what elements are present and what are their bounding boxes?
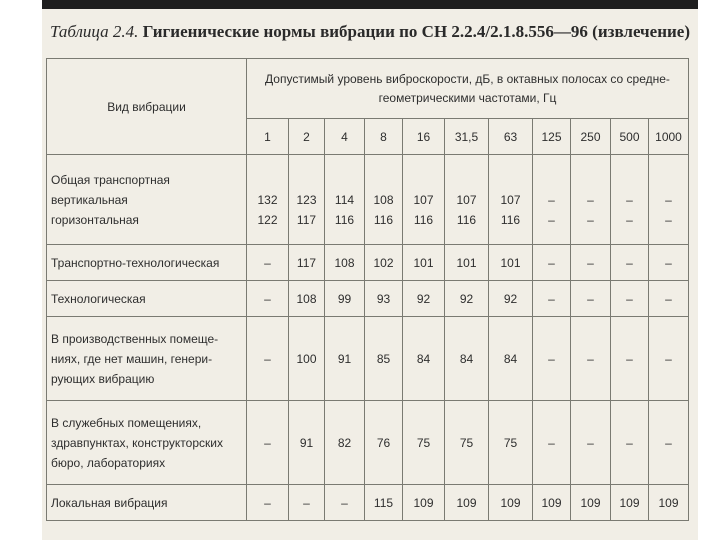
vertical-value: – <box>626 192 633 207</box>
value-cell: – <box>649 281 689 317</box>
vertical-value: – <box>665 192 672 207</box>
value-cell: 109 <box>611 485 649 521</box>
table-row <box>47 281 689 317</box>
frequency-header: 4 <box>325 119 365 155</box>
value-cell: – <box>289 485 325 521</box>
vertical-value: 108 <box>373 192 394 207</box>
horizontal-value: – <box>548 212 555 227</box>
value-cell: 101 <box>403 245 445 281</box>
value-cell: 84 <box>489 317 533 401</box>
value-cell: 109 <box>489 485 533 521</box>
row-label <box>47 485 247 521</box>
row-label-general-transport <box>47 155 247 245</box>
value-cell: – <box>325 485 365 521</box>
value-cell: – <box>649 401 689 485</box>
value-cell <box>489 155 533 245</box>
horizontal-value: 116 <box>373 212 394 227</box>
frequency-header: 63 <box>489 119 533 155</box>
value-cell: 93 <box>365 281 403 317</box>
value-cell: – <box>247 317 289 401</box>
value-cell: – <box>611 245 649 281</box>
value-cell: – <box>533 317 571 401</box>
vertical-value: – <box>587 192 594 207</box>
frequency-header: 16 <box>403 119 445 155</box>
value-cell: 109 <box>533 485 571 521</box>
value-cell: 109 <box>649 485 689 521</box>
header-vibration-type: Вид вибрации <box>47 59 247 155</box>
cell-spacer <box>535 170 568 190</box>
row-label-line: здравпунктах, конструкторских <box>51 435 223 450</box>
value-cell: 91 <box>289 401 325 485</box>
value-cell: – <box>611 281 649 317</box>
horizontal-value: 116 <box>334 212 355 227</box>
value-cell: – <box>533 281 571 317</box>
row-label-line: Транспортно-технологическая <box>51 255 220 270</box>
value-cell: 82 <box>325 401 365 485</box>
horizontal-value: 116 <box>456 212 477 227</box>
vertical-value: – <box>548 192 555 207</box>
value-cell: 99 <box>325 281 365 317</box>
value-cell: – <box>247 485 289 521</box>
value-cell: – <box>611 401 649 485</box>
cell-spacer <box>405 170 442 190</box>
cell-spacer <box>249 170 286 190</box>
horizontal-value: 116 <box>413 212 434 227</box>
value-cell <box>445 155 489 245</box>
vibration-norms-table <box>46 58 689 521</box>
general-transport-title: Общая транспортная <box>51 172 170 187</box>
frequency-header: 125 <box>533 119 571 155</box>
frequency-header: 1000 <box>649 119 689 155</box>
top-border-bar <box>42 0 698 9</box>
value-cell: 108 <box>289 281 325 317</box>
cell-spacer <box>651 170 686 190</box>
vertical-value: 114 <box>334 192 355 207</box>
value-cell: 101 <box>489 245 533 281</box>
row-label-line: В служебных помещениях, <box>51 415 202 430</box>
horizontal-value: – <box>587 212 594 227</box>
header-row <box>47 59 689 119</box>
general-vertical-label: вертикальная <box>51 192 128 207</box>
value-cell: 75 <box>489 401 533 485</box>
value-cell: – <box>247 281 289 317</box>
cell-spacer <box>447 170 486 190</box>
value-cell: 84 <box>403 317 445 401</box>
frequency-header: 500 <box>611 119 649 155</box>
table-row <box>47 485 689 521</box>
horizontal-value: – <box>626 212 633 227</box>
row-label <box>47 281 247 317</box>
vertical-value: 107 <box>500 192 521 207</box>
vertical-value: 123 <box>296 192 317 207</box>
value-cell: 109 <box>571 485 611 521</box>
value-cell: 109 <box>445 485 489 521</box>
value-cell <box>611 155 649 245</box>
table-row <box>47 245 689 281</box>
table-row <box>47 401 689 485</box>
value-cell: – <box>571 401 611 485</box>
value-cell: 91 <box>325 317 365 401</box>
value-cell: – <box>649 317 689 401</box>
value-cell: 92 <box>489 281 533 317</box>
caption-label: Таблица 2.4. <box>50 22 139 41</box>
row-label <box>47 245 247 281</box>
row-label-line: В производственных помеще- <box>51 331 219 346</box>
cell-spacer <box>491 170 530 190</box>
row-label-line: бюро, лабораториях <box>51 455 166 470</box>
value-cell: – <box>649 245 689 281</box>
vertical-value: 132 <box>257 192 278 207</box>
cell-spacer <box>327 170 362 190</box>
value-cell: 92 <box>445 281 489 317</box>
value-cell: 108 <box>325 245 365 281</box>
row-label-line: Технологическая <box>51 291 146 306</box>
value-cell <box>533 155 571 245</box>
horizontal-value: – <box>665 212 672 227</box>
value-cell: – <box>571 317 611 401</box>
value-cell <box>571 155 611 245</box>
horizontal-value: 117 <box>296 212 317 227</box>
value-cell <box>649 155 689 245</box>
table-caption <box>50 22 690 42</box>
value-cell: 102 <box>365 245 403 281</box>
cell-spacer <box>367 170 400 190</box>
value-cell: – <box>247 401 289 485</box>
value-cell: 109 <box>403 485 445 521</box>
caption-title: Гигиенические нормы вибрации по СН 2.2.4/2.1.8.556—96 (извлечение) <box>142 22 690 41</box>
frequency-header: 1 <box>247 119 289 155</box>
value-cell: 85 <box>365 317 403 401</box>
value-cell: 75 <box>403 401 445 485</box>
value-cell <box>365 155 403 245</box>
row-label-line: рующих вибрацию <box>51 371 155 386</box>
value-cell: 92 <box>403 281 445 317</box>
cell-spacer <box>291 170 322 190</box>
value-cell: – <box>533 245 571 281</box>
value-cell <box>247 155 289 245</box>
row-label <box>47 401 247 485</box>
header-velocity-level: Допустимый уровень виброскорости, дБ, в октавных полосах со средне-геометрическими частотами, Гц <box>247 59 689 119</box>
value-cell: 115 <box>365 485 403 521</box>
value-cell: 117 <box>289 245 325 281</box>
general-horizontal-label: горизонтальная <box>51 212 139 227</box>
value-cell: – <box>571 281 611 317</box>
table-row <box>47 317 689 401</box>
value-cell: 75 <box>445 401 489 485</box>
horizontal-value: 122 <box>257 212 278 227</box>
frequency-header: 31,5 <box>445 119 489 155</box>
value-cell: – <box>533 401 571 485</box>
cell-spacer <box>573 170 608 190</box>
value-cell: – <box>247 245 289 281</box>
value-cell <box>289 155 325 245</box>
value-cell <box>325 155 365 245</box>
general-transport-row <box>47 155 689 245</box>
row-label-line: Локальная вибрация <box>51 495 168 510</box>
vertical-value: 107 <box>413 192 434 207</box>
frequency-header: 8 <box>365 119 403 155</box>
row-label <box>47 317 247 401</box>
cell-spacer <box>613 170 646 190</box>
value-cell: 100 <box>289 317 325 401</box>
value-cell: 101 <box>445 245 489 281</box>
frequency-header: 250 <box>571 119 611 155</box>
value-cell: – <box>611 317 649 401</box>
vertical-value: 107 <box>456 192 477 207</box>
value-cell: 84 <box>445 317 489 401</box>
value-cell <box>403 155 445 245</box>
value-cell: – <box>571 245 611 281</box>
frequency-header: 2 <box>289 119 325 155</box>
horizontal-value: 116 <box>500 212 521 227</box>
row-label-line: ниях, где нет машин, генери- <box>51 351 213 366</box>
value-cell: 76 <box>365 401 403 485</box>
